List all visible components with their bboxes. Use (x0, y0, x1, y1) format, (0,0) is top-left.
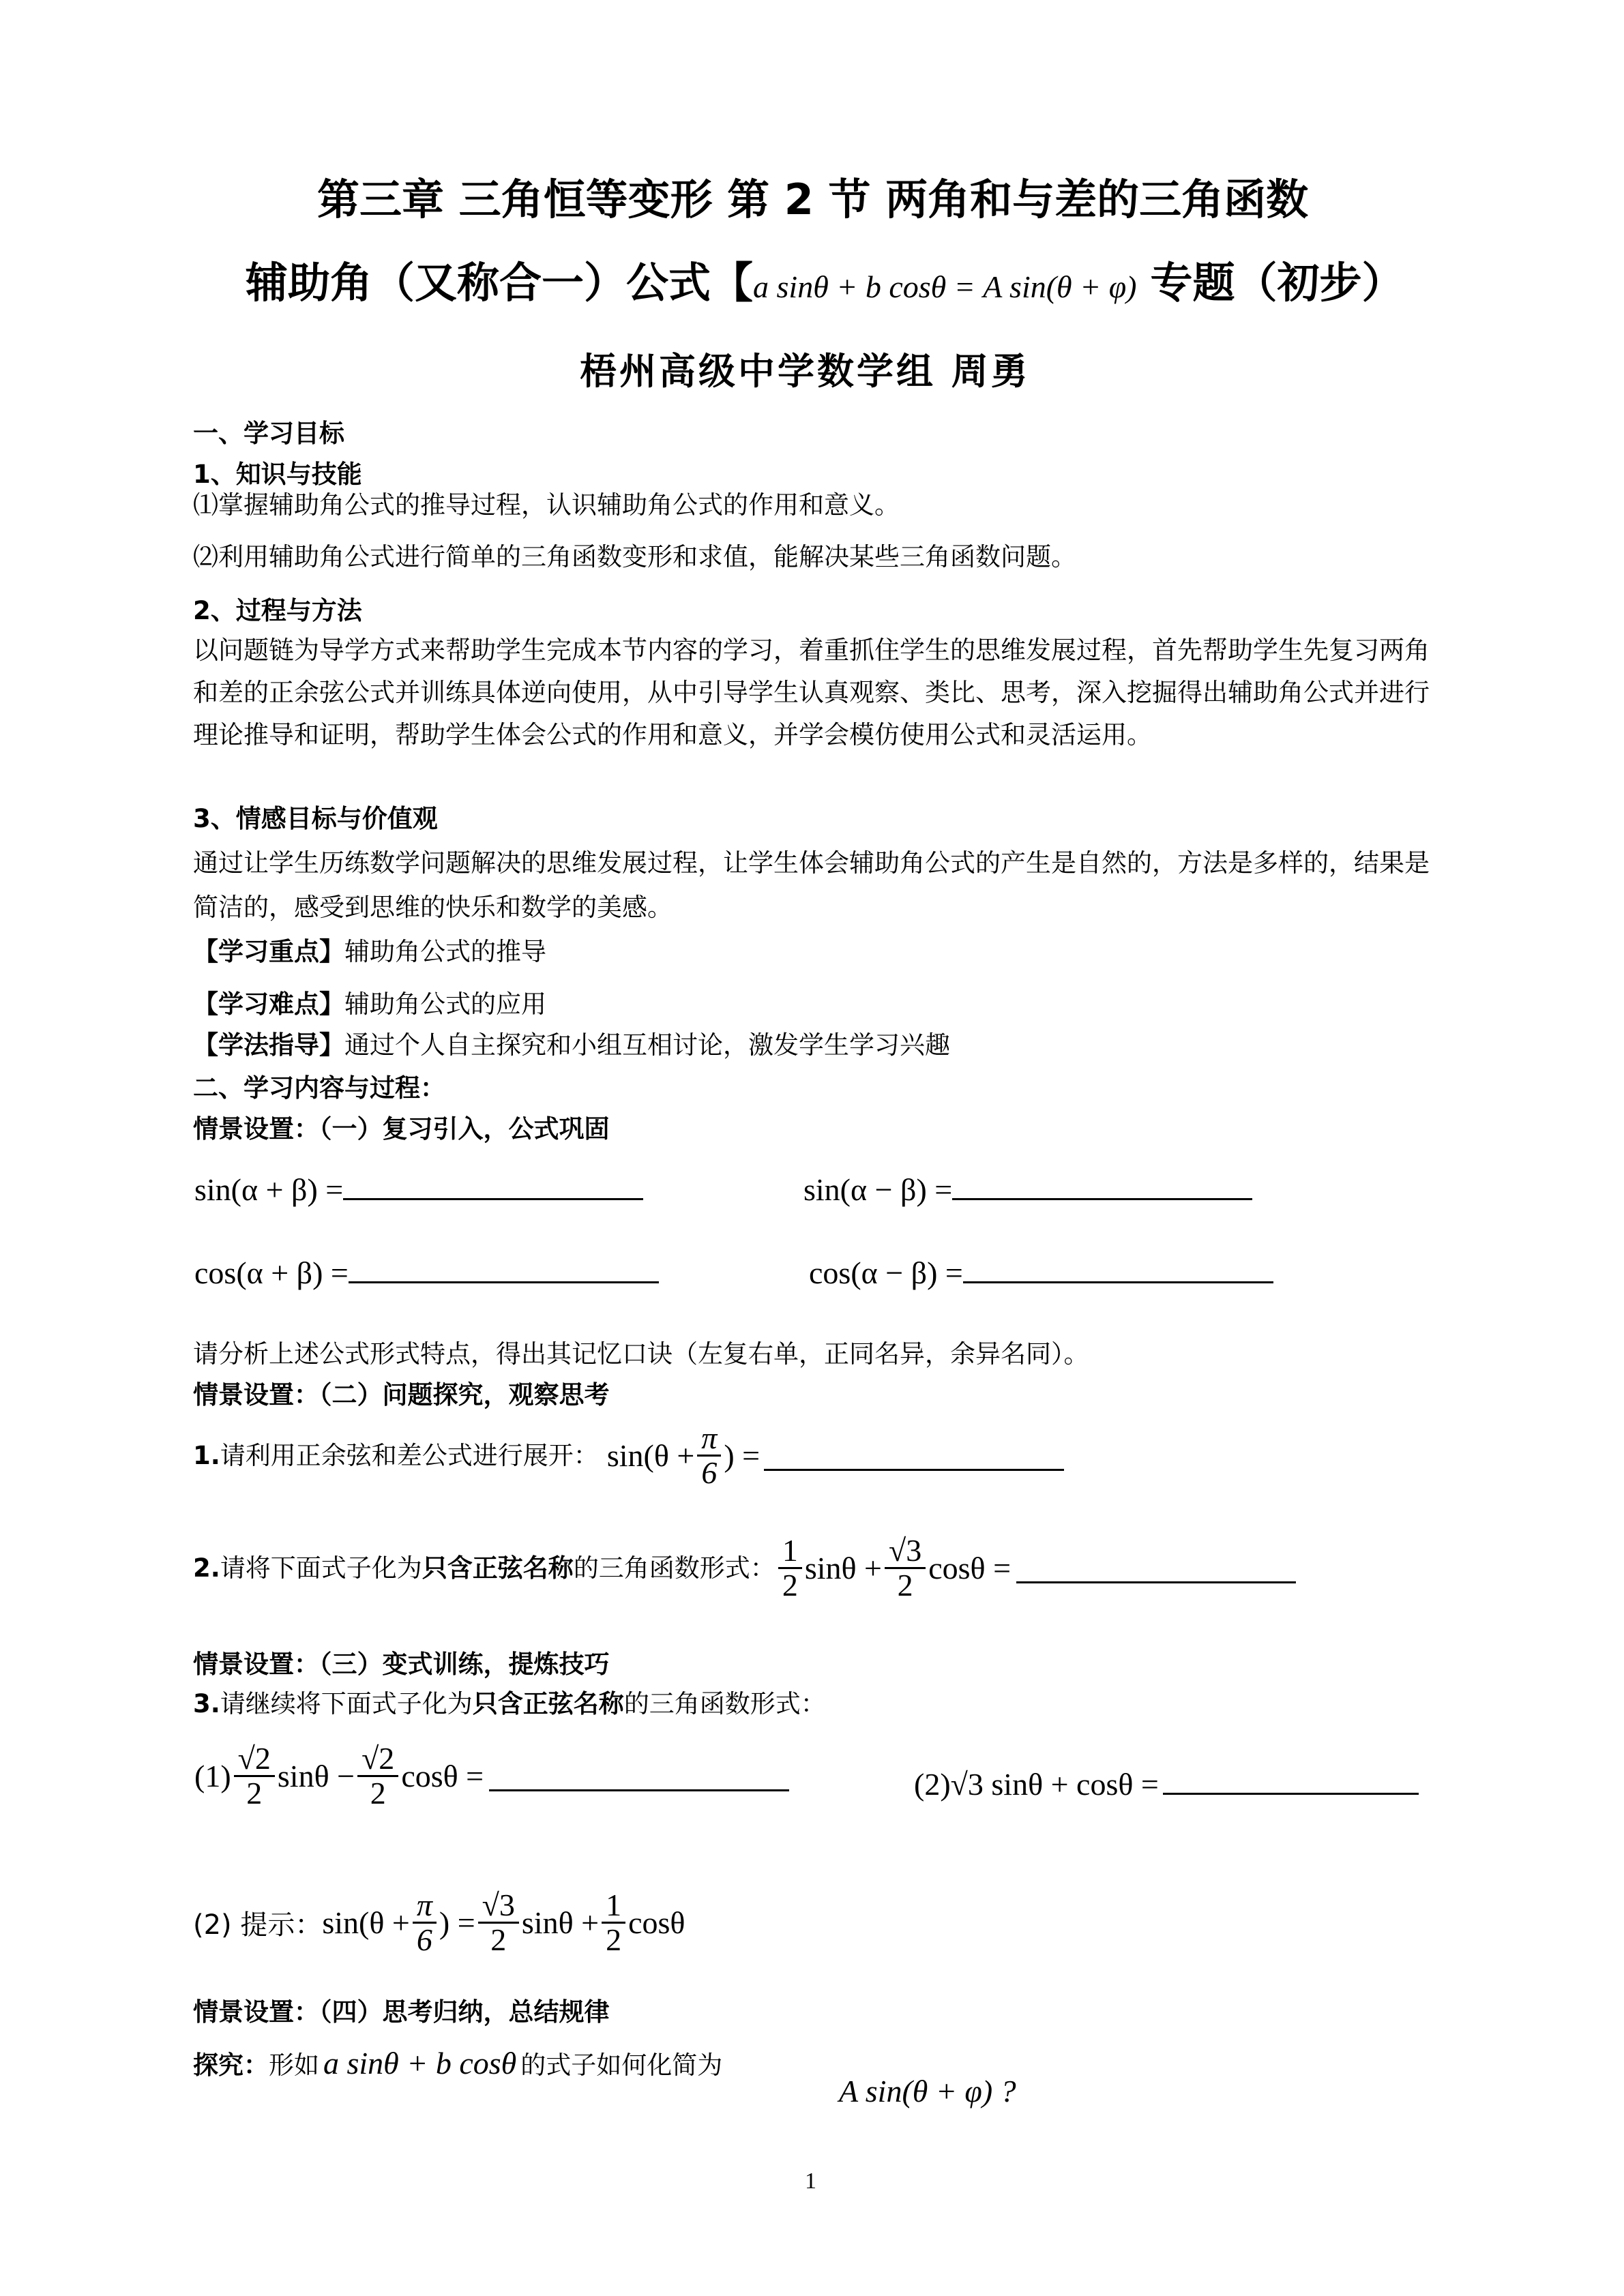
hint-f2-den: 2 (490, 1922, 507, 1958)
answer-blank[interactable] (1016, 1581, 1296, 1583)
hint-fraction-2 (478, 1889, 519, 1957)
formula-sin-plus-text: sin(α + β) = (194, 1172, 344, 1207)
key-point (193, 931, 546, 973)
scene3-text: （三）变式训练，提炼技巧 (319, 1650, 610, 1679)
question-3 (193, 1683, 826, 1725)
q3-p1-fa-num: √2 (234, 1742, 275, 1777)
q3-number: 3. (193, 1689, 220, 1718)
q2-expression (776, 1534, 1296, 1602)
scene4-label: 情景设置： (193, 1997, 319, 2027)
difficulty (193, 983, 546, 1026)
difficulty-label: 【学习难点】 (193, 989, 344, 1019)
sub2-text: 以问题链为导学方式来帮助学生完成本节内容的学习，着重抓住学生的思维发展过程，首先帮助学生先复习两角和差的正余弦公式并训练具体逆向使用，从中引导学生认真观察、类比、思考，深入挖掘得出辅助角公式并进行理论推导和证明，帮助学生体会公式的作用和意义，并学会模仿使用公式和灵活运用。 (193, 636, 1430, 749)
sub1-item2: ⑵利用辅助角公式进行简单的三角函数变形和求值，能解决某些三角函数问题。 (193, 542, 1076, 571)
sub3-text: 通过让学生历练数学问题解决的思维发展过程，让学生体会辅助角公式的产生是自然的，方法是多样的，结果是简洁的，感受到思维的快乐和数学的美感。 (193, 848, 1430, 922)
sub2-heading: 2、过程与方法 (193, 596, 362, 625)
formula-title-prefix: 辅助角（又称合一）公式【 (246, 258, 754, 308)
hint-label: (2) 提示： (193, 1909, 323, 1941)
difficulty-text: 辅助角公式的应用 (344, 989, 546, 1019)
answer-blank[interactable] (963, 1281, 1273, 1283)
explore (193, 2042, 722, 2087)
q2-fraction-2 (885, 1534, 926, 1602)
explore-expr: a sinθ + b cosθ (323, 2046, 517, 2081)
q2-mid: sinθ + (804, 1550, 882, 1585)
q3-p1-mid: sinθ − (277, 1759, 355, 1794)
formula-title (246, 249, 1404, 310)
answer-blank[interactable] (349, 1281, 659, 1283)
formula-title-formula: a sinθ + b cosθ = A sin(θ + φ) (753, 269, 1137, 304)
q3-p1-fraction-b (357, 1742, 398, 1810)
q3-p2-expr: √3 sinθ + cosθ = (950, 1767, 1159, 1802)
key-point-label: 【学习重点】 (193, 937, 344, 966)
answer-blank[interactable] (952, 1197, 1252, 1200)
scene1 (193, 1108, 610, 1150)
explore-text-a: 形如 (269, 2051, 319, 2080)
formula-title-suffix: 专题（初步） (1150, 258, 1404, 308)
hint-f2-num: √3 (478, 1889, 519, 1924)
formula-sin-plus (194, 1172, 643, 1208)
q2-fraction-1 (778, 1534, 802, 1602)
q1-frac-num: π (697, 1422, 721, 1457)
sub1-heading: 1、知识与技能 (193, 460, 362, 489)
q1-text: 请利用正余弦和差公式进行展开： (220, 1440, 599, 1470)
q3-text-a: 请继续将下面式子化为 (220, 1689, 473, 1718)
q1-number: 1. (193, 1440, 220, 1470)
scene3 (193, 1643, 610, 1686)
hint (193, 1889, 685, 1957)
scene2-text: （二）问题探究，观察思考 (319, 1380, 610, 1410)
q2-text-b: 的三角函数形式： (573, 1553, 776, 1583)
q1-fraction (697, 1422, 721, 1490)
guidance-label: 【学法指导】 (193, 1030, 344, 1060)
formula-cos-minus-text: cos(α − β) = (809, 1255, 963, 1290)
sub3-heading: 3、情感目标与价值观 (193, 804, 438, 833)
q2-text-a: 请将下面式子化为 (220, 1553, 422, 1583)
scene1-text: （一）复习引入，公式巩固 (319, 1114, 610, 1144)
hint-head: sin(θ + (322, 1905, 410, 1941)
hint-fraction-1 (413, 1889, 437, 1957)
q2-tail: cosθ = (928, 1550, 1012, 1585)
analysis-text: 请分析上述公式形式特点，得出其记忆口诀（左复右单，正同名异，余异名同）。 (193, 1339, 1089, 1369)
answer-blank[interactable] (764, 1468, 1064, 1471)
q3-p2-label: (2) (914, 1767, 951, 1802)
q3-p1-fraction-a (234, 1742, 275, 1810)
explore-label: 探究： (193, 2051, 269, 2080)
explore-target: A sin(θ + φ) ? (839, 2074, 1016, 2108)
q2-f2-num: √3 (885, 1534, 926, 1569)
formula-cos-minus (809, 1255, 1273, 1291)
key-point-text: 辅助角公式的推导 (344, 937, 546, 966)
scene2-label: 情景设置： (193, 1380, 319, 1410)
q3-part2 (914, 1766, 1419, 1802)
q1-frac-den: 6 (701, 1455, 718, 1491)
scene4 (193, 1991, 610, 2033)
q2-f1-den: 2 (782, 1568, 798, 1603)
hint-fraction-3 (602, 1889, 625, 1957)
q1-expr-tail: ) = (724, 1437, 761, 1473)
hint-f3-den: 2 (606, 1922, 622, 1958)
guidance-text: 通过个人自主探究和小组互相讨论，激发学生学习兴趣 (344, 1030, 950, 1060)
hint-f1-den: 6 (416, 1922, 432, 1958)
q2-text-bold: 只含正弦名称 (422, 1553, 574, 1583)
q3-p1-fb-num: √2 (357, 1742, 398, 1777)
q1-expression (607, 1422, 1064, 1490)
section2-heading: 二、学习内容与过程： (193, 1073, 445, 1103)
question-2 (193, 1534, 1296, 1602)
sub1-item1: ⑴掌握辅助角公式的推导过程，认识辅助角公式的作用和意义。 (193, 490, 900, 520)
section1-heading: 一、学习目标 (193, 419, 344, 448)
formula-cos-plus (194, 1255, 659, 1291)
answer-blank[interactable] (343, 1197, 643, 1200)
q2-f2-den: 2 (897, 1568, 913, 1603)
answer-blank[interactable] (1163, 1792, 1419, 1795)
scene1-label: 情景设置： (193, 1114, 319, 1144)
q3-p1-label: (1) (194, 1759, 231, 1794)
formula-sin-minus (803, 1172, 1252, 1208)
hint-f1-num: π (413, 1889, 437, 1924)
hint-tail: cosθ (628, 1905, 685, 1941)
q2-number: 2. (193, 1553, 220, 1583)
answer-blank[interactable] (489, 1789, 789, 1791)
author-line: 梧州高级中学数学组 周勇 (580, 350, 1031, 393)
q3-part1 (194, 1742, 789, 1810)
formula-cos-plus-text: cos(α + β) = (194, 1255, 349, 1290)
scene3-label: 情景设置： (193, 1650, 319, 1679)
scene4-text: （四）思考归纳，总结规律 (319, 1997, 610, 2027)
hint-mid1: ) = (439, 1905, 475, 1941)
page-number: 1 (805, 2168, 816, 2194)
formula-sin-minus-text: sin(α − β) = (803, 1172, 953, 1207)
q3-p1-fa-den: 2 (246, 1776, 263, 1811)
q1-expr-head: sin(θ + (606, 1437, 695, 1473)
q3-text-b: 的三角函数形式： (623, 1689, 826, 1718)
q3-p1-fb-den: 2 (370, 1776, 386, 1811)
question-1 (193, 1422, 1064, 1490)
chapter-title: 第三章 三角恒等变形 第 2 节 两角和与差的三角函数 (317, 175, 1309, 224)
q3-p1-tail: cosθ = (401, 1759, 484, 1794)
explore-text-b: 的式子如何化简为 (520, 2051, 723, 2080)
hint-mid2: sinθ + (521, 1905, 600, 1941)
hint-f3-num: 1 (602, 1889, 625, 1924)
guidance (193, 1024, 950, 1067)
scene2 (193, 1374, 610, 1416)
q3-text-bold: 只含正弦名称 (472, 1689, 624, 1718)
q2-f1-num: 1 (778, 1534, 802, 1569)
